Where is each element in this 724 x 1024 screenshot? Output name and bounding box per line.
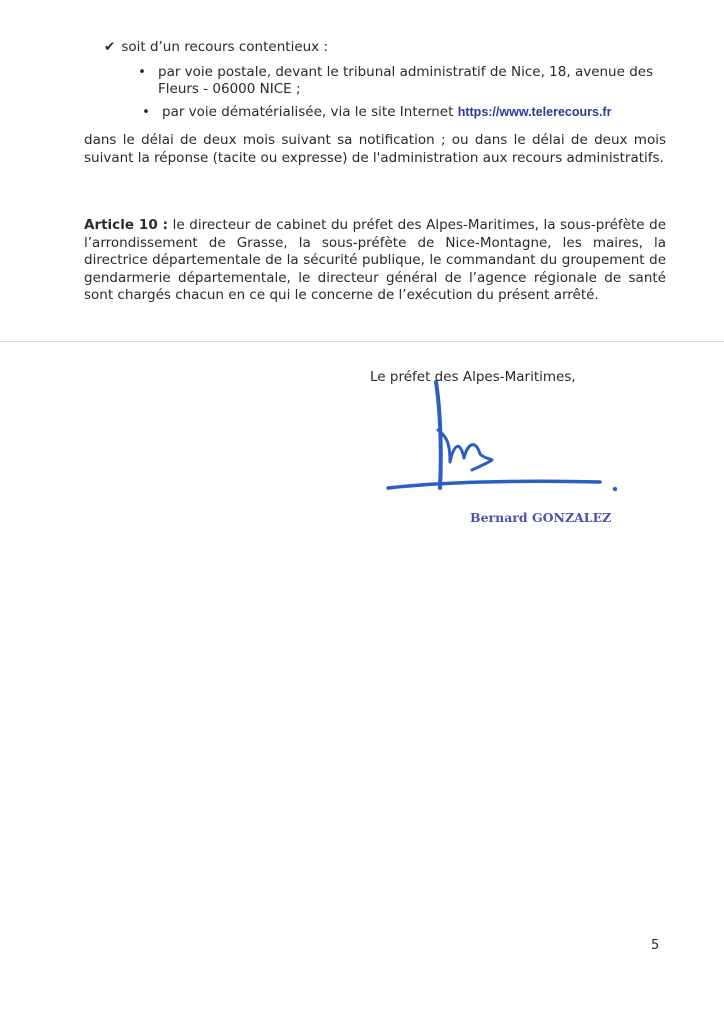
article-10-paragraph (84, 217, 666, 305)
check-mark-icon: ✔ (104, 39, 116, 55)
closing-line: Le préfet des Alpes-Maritimes, (370, 369, 576, 385)
page-divider (0, 341, 724, 342)
bullet-voie-dematerialisee (142, 104, 662, 121)
article-10-label: Article 10 : (84, 217, 169, 233)
recours-contentieux-line (104, 38, 328, 56)
bullet-dot-icon: • (142, 104, 150, 120)
recours-contentieux-text: soit d’un recours contentieux : (121, 39, 329, 55)
signatory-name: Bernard GONZALEZ (470, 510, 612, 525)
article-10-text: le directeur de cabinet du préfet des Alpes-Maritimes, la sous-préfète de l’arrondissement de Grasse, la sous-préfète de Nice-Montagne, les maires, la directrice départementale de la sécurité publique, le commandant du groupement de gendarmerie départementale, le directeur général de l’agence régionale de santé sont chargés chacun en ce qui le concerne de l’exécution du présent arrêté. (84, 217, 666, 303)
telerecours-link[interactable]: https://www.telerecours.fr (457, 105, 612, 119)
handwritten-signature (380, 378, 640, 508)
page-number: 5 (651, 938, 660, 953)
bullet-voie-postale (138, 64, 698, 98)
bullet-voie-postale-text: par voie postale, devant le tribunal administratif de Nice, 18, avenue des Fleurs - 06000 NICE ; (158, 64, 654, 97)
bullet-voie-dematerialisee-text: par voie dématérialisée, via le site Internet (162, 104, 454, 120)
delai-paragraph: dans le délai de deux mois suivant sa notification ; ou dans le délai de deux mois suivant la réponse (tacite ou expresse) de l'administration aux recours administratifs. (84, 132, 666, 166)
bullet-dot-icon: • (138, 64, 146, 80)
